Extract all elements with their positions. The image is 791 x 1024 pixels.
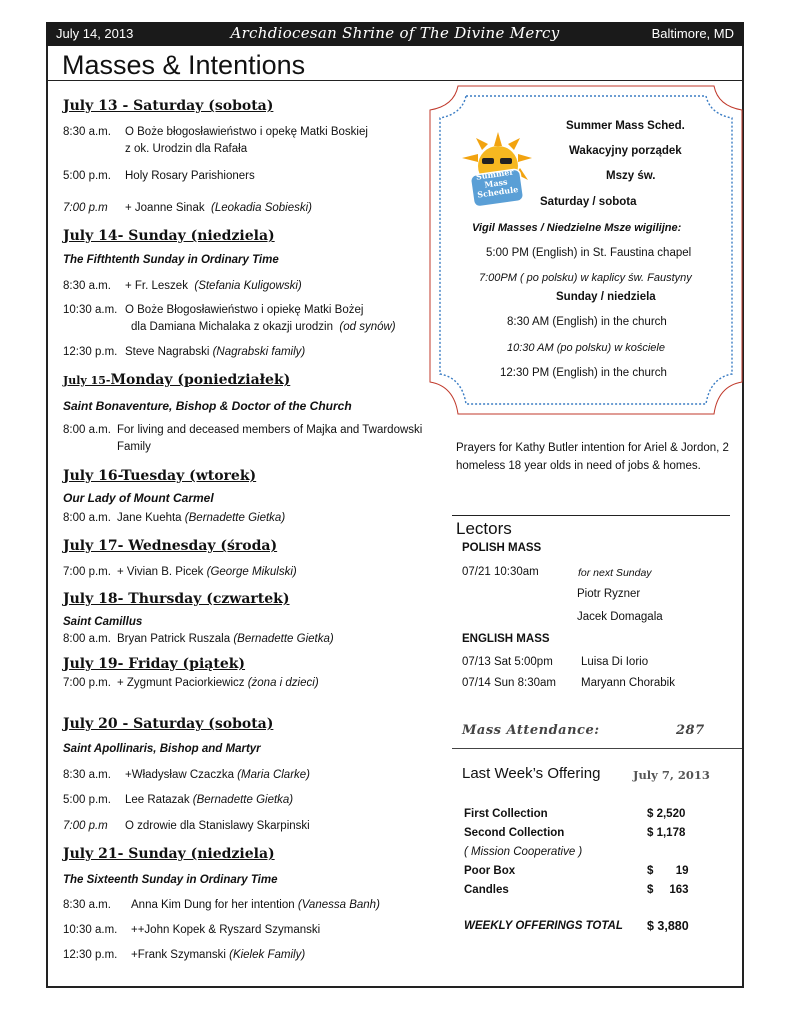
feast-name: Saint Bonaventure, Bishop & Doctor of the Church — [63, 399, 352, 413]
intention-text: Anna Kim Dung for her intention — [131, 899, 295, 911]
mass-row — [63, 675, 443, 692]
feast-name: Saint Apollinaris, Bishop and Martyr — [63, 743, 261, 755]
summer-line2: Wakacyjny porządek — [569, 145, 682, 157]
header-date: July 14, 2013 — [56, 26, 134, 41]
mass-row — [63, 200, 443, 217]
sunday-mass-3: 12:30 PM (English) in the church — [500, 367, 667, 379]
mass-time: 5:00 p.m. — [63, 794, 111, 806]
day-heading: July 13 - Saturday (sobota) — [63, 98, 274, 114]
mass-row — [63, 947, 443, 964]
day-heading: July 21- Sunday (niedziela) — [63, 846, 275, 862]
polish-mass-date: 07/21 10:30am — [462, 566, 539, 578]
vigil-mass-2: 7:00PM ( po polsku) w kaplicy św. Faustyny — [479, 272, 692, 284]
mass-row — [63, 922, 443, 939]
day-heading: July 20 - Saturday (sobota) — [63, 716, 274, 732]
polish-mass-note: for next Sunday — [578, 567, 652, 579]
mass-time: 7:00 p.m. — [63, 566, 111, 578]
day-heading: July 14- Sunday (niedziela) — [63, 228, 275, 244]
mass-row — [63, 124, 443, 157]
mass-intention: ++John Kopek & Ryszard Szymanski — [131, 924, 321, 936]
sunday-mass-2: 10:30 AM (po polsku) w kościele — [507, 342, 665, 354]
offering-row — [464, 862, 724, 881]
offering-label: Candles — [464, 884, 509, 896]
mass-intention — [125, 344, 443, 361]
intention-text: + Zygmunt Paciorkiewicz — [117, 677, 245, 689]
intention-text: +Władysław Czaczka — [125, 769, 234, 781]
intention-text-2: dla Damiana Michalaka z okazji urodzin — [131, 320, 333, 333]
day-july20 — [63, 714, 273, 734]
sunday-heading: Sunday / niedziela — [556, 291, 656, 303]
day-july17 — [63, 536, 277, 556]
day-heading — [63, 370, 290, 390]
header-bar — [46, 22, 744, 46]
mass-intention — [117, 631, 443, 648]
day-heading: July 19- Friday (piątek) — [63, 656, 246, 672]
mass-time: 7:00 p.m — [63, 202, 108, 214]
mass-row — [63, 792, 443, 809]
intention-text: Bryan Patrick Ruszala — [117, 633, 231, 645]
feast-name: The Sixteenth Sunday in Ordinary Time — [63, 874, 278, 886]
offering-title: Last Week’s Offering — [462, 765, 601, 782]
offering-amount: $ 2,520 — [647, 808, 686, 820]
offering-total-amount: $ 3,880 — [647, 919, 689, 933]
mass-time: 12:30 p.m. — [63, 949, 118, 961]
mass-time: 8:30 a.m. — [63, 126, 111, 138]
mass-intention — [125, 792, 443, 809]
title-divider — [46, 80, 744, 81]
mass-row — [63, 422, 443, 455]
intention-requester: (Bernadette Gietka) — [192, 794, 294, 806]
offering-amount: $ 19 — [647, 865, 689, 877]
summer-line4: Saturday / sobota — [540, 196, 637, 208]
intention-text: +Frank Szymanski — [131, 949, 226, 961]
offering-label: Poor Box — [464, 865, 516, 877]
mass-time: 8:00 a.m. — [63, 424, 111, 436]
prayer-request: Prayers for Kathy Butler intention for Ariel & Jordon, 2 homeless 18 year olds in need of jobs & homes. — [456, 442, 729, 472]
day-july18 — [63, 589, 290, 609]
mass-intention — [131, 897, 443, 914]
mass-time: 7:00 p.m. — [63, 677, 111, 689]
english-mass-heading: ENGLISH MASS — [462, 633, 550, 645]
page-title: Masses & Intentions — [62, 50, 306, 80]
english-lector-2: Maryann Chorabik — [581, 677, 675, 689]
intention-requester: (Vanessa Banh) — [297, 899, 380, 911]
attendance-label: Mass Attendance: — [462, 723, 600, 738]
day-july14 — [63, 226, 275, 246]
attendance-divider — [452, 748, 742, 749]
summer-line3: Mszy św. — [606, 170, 656, 182]
polish-lector-1: Piotr Ryzner — [577, 588, 641, 600]
intention-requester: (od synów) — [339, 320, 396, 333]
intention-requester: (Bernadette Gietka) — [233, 633, 334, 645]
mass-row — [63, 278, 443, 295]
summer-line1: Summer Mass Sched. — [566, 120, 685, 132]
intention-text-2: Family — [117, 440, 151, 453]
day-heading: July 18- Thursday (czwartek) — [63, 591, 290, 607]
mass-time: 8:30 a.m. — [63, 899, 111, 911]
mass-row — [63, 897, 443, 914]
day-july21 — [63, 844, 275, 864]
offering-row — [464, 824, 724, 843]
feast-name: Saint Camillus — [63, 616, 143, 628]
intention-requester: (Stefania Kuligowski) — [194, 280, 302, 292]
sunday-mass-1: 8:30 AM (English) in the church — [507, 316, 667, 328]
feast-name: The Fifthtenth Sunday in Ordinary Time — [63, 254, 279, 266]
intention-requester: (George Mikulski) — [206, 566, 297, 578]
mass-time: 7:00 p.m — [63, 820, 108, 832]
offering-table — [464, 805, 724, 900]
attendance-value: 287 — [676, 723, 705, 738]
polish-lector-2: Jacek Domagala — [577, 611, 663, 623]
mass-intention — [117, 675, 443, 692]
mass-row — [63, 767, 443, 784]
mass-intention — [125, 200, 443, 217]
intention-text: Steve Nagrabski — [125, 346, 210, 358]
day-heading: July 17- Wednesday (środa) — [63, 538, 278, 554]
mass-row — [63, 510, 443, 527]
mass-intention — [125, 278, 443, 295]
vigil-mass-1: 5:00 PM (English) in St. Faustina chapel — [486, 247, 692, 259]
mass-intention — [125, 767, 443, 784]
lectors-divider — [452, 515, 730, 516]
mass-intention — [125, 302, 443, 335]
intention-requester: (żona i dzieci) — [247, 677, 319, 689]
mass-time: 8:00 a.m. — [63, 512, 111, 524]
offering-row — [464, 843, 724, 862]
english-mass-when-1: 07/13 Sat 5:00pm — [462, 656, 553, 668]
mass-intention — [117, 510, 443, 527]
header-shrine: Archdiocesan Shrine of The Divine Mercy — [230, 24, 560, 42]
day-heading-date: July 15- — [63, 374, 111, 387]
intention-text: For living and deceased members of Majka and Twardowski — [117, 424, 423, 436]
offering-date: July 7, 2013 — [633, 768, 710, 782]
intention-requester: (Bernadette Gietka) — [184, 512, 286, 524]
intention-requester: (Nagrabski family) — [212, 346, 306, 358]
offering-row — [464, 805, 724, 824]
intention-text: + Vivian B. Picek — [117, 566, 204, 578]
intention-text: Jane Kuehta — [117, 512, 182, 524]
day-july19 — [63, 654, 245, 674]
intention-text: + Fr. Leszek — [125, 280, 188, 292]
sun-icon-label: Summer Mass Schedule — [475, 166, 519, 200]
offering-label: First Collection — [464, 808, 548, 820]
offering-label: ( Mission Cooperative ) — [464, 846, 583, 858]
mass-attendance — [462, 723, 742, 738]
mass-intention — [117, 564, 443, 581]
mass-intention: Holy Rosary Parishioners — [125, 170, 255, 182]
offering-label: Second Collection — [464, 827, 565, 839]
mass-time: 8:30 a.m. — [63, 280, 111, 292]
day-july16 — [63, 466, 256, 486]
offering-amount: $ 1,178 — [647, 827, 686, 839]
intention-text-2: z ok. Urodzin dla Rafała — [125, 142, 248, 155]
vigil-heading: Vigil Masses / Niedzielne Msze wigilijne: — [472, 222, 682, 234]
day-heading-weekday: Monday (poniedziałek) — [110, 372, 291, 388]
mass-row — [63, 564, 443, 581]
intention-text: O Boże błogosławieństwo i opekę Matki Boskiej — [125, 126, 368, 138]
mass-intention — [125, 124, 443, 157]
intention-requester: (Kielek Family) — [229, 949, 306, 961]
mass-row — [63, 818, 443, 835]
day-july15 — [63, 370, 290, 390]
mass-time: 10:30 a.m. — [63, 304, 118, 316]
mass-row — [63, 344, 443, 361]
polish-mass-heading: POLISH MASS — [462, 542, 542, 554]
intention-requester: (Maria Clarke) — [237, 769, 311, 781]
mass-intention: O zdrowie dla Stanislawy Skarpinski — [125, 820, 310, 832]
header-city: Baltimore, MD — [651, 26, 734, 41]
mass-row — [63, 302, 443, 335]
english-lector-1: Luisa Di Iorio — [581, 656, 649, 668]
english-mass-when-2: 07/14 Sun 8:30am — [462, 677, 556, 689]
day-july13 — [63, 96, 273, 116]
mass-intention — [117, 422, 443, 455]
offering-row — [464, 881, 724, 900]
intention-text: Lee Ratazak — [125, 794, 190, 806]
mass-time: 12:30 p.m. — [63, 346, 118, 358]
offering-total-label: WEEKLY OFFERINGS TOTAL — [464, 920, 623, 932]
intention-text: O Boże Błogosławieństwo i opiekę Matki Bożej — [125, 304, 364, 316]
mass-time: 10:30 a.m. — [63, 924, 118, 936]
intention-requester: (Leokadia Sobieski) — [211, 202, 313, 214]
offering-amount: $ 163 — [647, 884, 689, 896]
mass-time: 8:00 a.m. — [63, 633, 111, 645]
intention-text: + Joanne Sinak — [125, 202, 205, 214]
mass-time: 8:30 a.m. — [63, 769, 111, 781]
mass-row — [63, 631, 443, 648]
mass-intention — [131, 947, 443, 964]
mass-row — [63, 168, 443, 185]
feast-name: Our Lady of Mount Carmel — [63, 491, 214, 505]
day-heading: July 16-Tuesday (wtorek) — [63, 468, 257, 484]
lectors-title: Lectors — [456, 519, 512, 538]
mass-time: 5:00 p.m. — [63, 170, 111, 182]
